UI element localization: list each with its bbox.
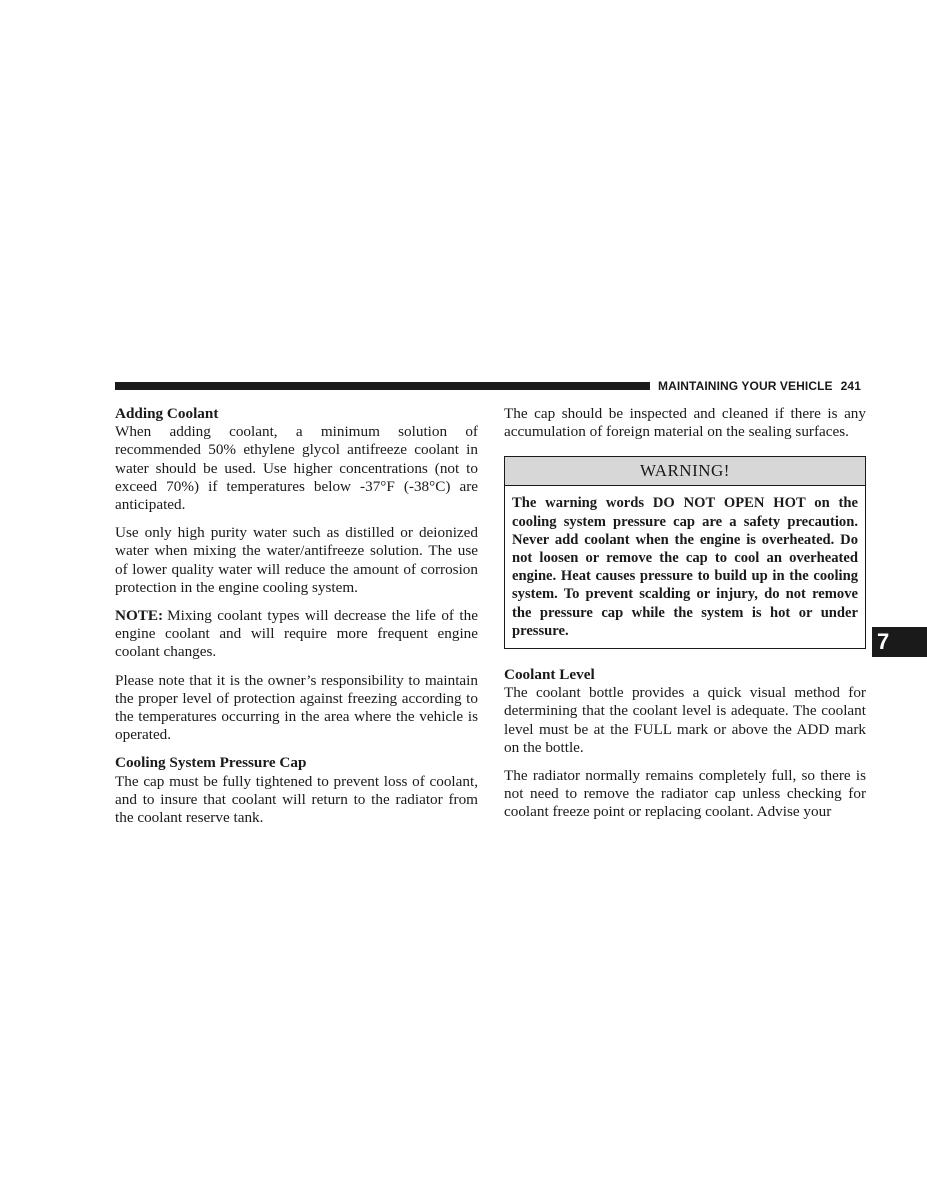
adding-coolant-heading: Adding Coolant bbox=[115, 405, 219, 422]
pressure-cap-paragraph: The cap must be fully tightened to prevent loss of coolant, and to insure that coolant will return to the radiator from the coolant reserve tank. bbox=[115, 772, 478, 827]
coolant-level-heading: Coolant Level bbox=[504, 666, 595, 684]
note-label: NOTE: bbox=[115, 607, 164, 625]
coolant-level-paragraph: The coolant bottle provides a quick visual method for determining that the coolant level is adequate. The coolant level must be at the FULL mark or above the ADD mark on the bottle. bbox=[504, 684, 866, 756]
adding-coolant-paragraph-1: When adding coolant, a minimum solution of recommended 50% ethylene glycol antifreeze coolant in water should be used. Use higher concentrations (not to exceed 70%) if temperatures below -37°F (-38°C) are anticipated. bbox=[115, 423, 478, 514]
right-column bbox=[504, 405, 866, 832]
warning-body: The warning words DO NOT OPEN HOT on the cooling system pressure cap are a safety precaution. Never add coolant when the engine is overheated. Do not loosen or remove the cap to cool an overheated engine. Heat causes pressure to build up in the cooling system. To prevent scalding or injury, do not remove the pressure cap while the system is hot or under pressure. bbox=[512, 495, 858, 639]
running-header bbox=[658, 379, 861, 393]
chapter-tab: 7 bbox=[872, 627, 927, 657]
pressure-cap-heading: Cooling System Pressure Cap bbox=[115, 754, 307, 772]
section-title: MAINTAINING YOUR VEHICLE bbox=[658, 379, 833, 393]
note-text: Mixing coolant types will decrease the life of the engine coolant and will require more frequent engine coolant changes. bbox=[115, 607, 478, 661]
adding-coolant-paragraph-2: Use only high purity water such as distilled or deionized water when mixing the water/antifreeze solution. The use of lower quality water will reduce the amount of corrosion protection in the engine cooling system. bbox=[115, 524, 478, 596]
header-rule bbox=[115, 382, 650, 390]
responsibility-paragraph: Please note that it is the owner’s responsibility to maintain the proper level of protection against freezing according to the temperatures occurring in the area where the vehicle is operated. bbox=[115, 671, 478, 744]
page-number: 241 bbox=[840, 379, 861, 393]
radiator-paragraph: The radiator normally remains completely full, so there is not need to remove the radiator cap unless checking for coolant freeze point or replacing coolant. Advise your bbox=[504, 767, 866, 821]
warning-box bbox=[504, 456, 866, 649]
note-paragraph bbox=[115, 607, 478, 662]
left-column bbox=[115, 405, 478, 837]
cap-inspect-paragraph: The cap should be inspected and cleaned if there is any accumulation of foreign material on the sealing surfaces. bbox=[504, 405, 866, 441]
warning-title: WARNING! bbox=[505, 457, 865, 486]
